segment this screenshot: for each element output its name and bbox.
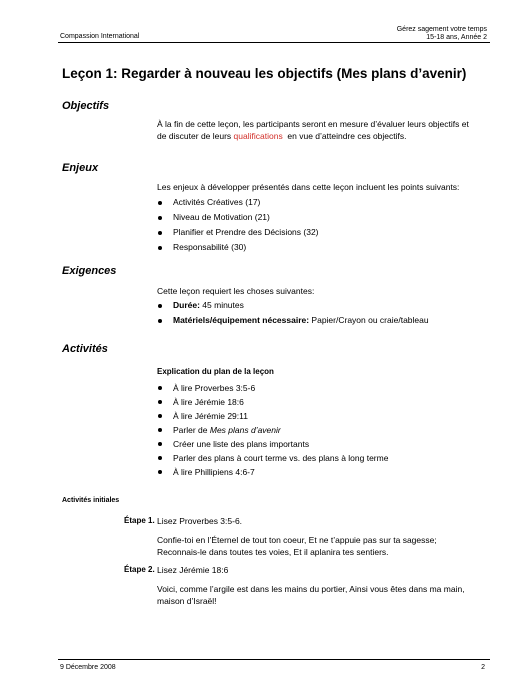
list-item <box>157 465 388 479</box>
list-item <box>157 240 319 255</box>
list-item-text: Parler de <box>173 425 210 435</box>
bullet-icon <box>158 442 162 446</box>
header-rule <box>58 42 490 43</box>
bullet-icon <box>158 428 162 432</box>
step-1-body-line-2: Reconnais-le dans toutes tes voies, Et il aplanira tes sentiers. <box>157 547 389 557</box>
step-2-body <box>157 583 487 607</box>
materiel-value: Papier/Crayon ou craie/tableau <box>309 315 429 325</box>
plan-list <box>157 381 388 479</box>
enjeux-intro: Les enjeux à développer présentés dans cette leçon incluent les points suivants: <box>157 182 460 192</box>
header-course-level: 15-18 ans, Année 2 <box>426 34 487 41</box>
list-item-text: À lire Proverbes 3:5-6 <box>173 383 256 393</box>
exigences-list <box>157 298 429 328</box>
list-item <box>157 195 319 210</box>
bullet-icon <box>158 246 162 250</box>
page-number: 2 <box>481 664 485 671</box>
section-heading-enjeux: Enjeux <box>62 162 99 174</box>
bullet-icon <box>158 400 162 404</box>
bullet-icon <box>158 456 162 460</box>
step-1-body-line-1: Confie-toi en l’Éternel de tout ton coeur, Et ne t’appuie pas sur ta sagesse; <box>157 535 437 545</box>
section-heading-objectifs: Objectifs <box>62 100 110 112</box>
list-item-text: À lire Jérémie 18:6 <box>173 397 244 407</box>
list-item <box>157 381 388 395</box>
list-item <box>157 409 388 423</box>
step-1-title: Lisez Proverbes 3:5-6. <box>157 516 243 526</box>
step-1-label: Étape 1. <box>124 516 155 525</box>
list-item-italic: Mes plans d’avenir <box>209 425 281 435</box>
list-item <box>157 210 319 225</box>
objectifs-line-2 <box>157 130 487 142</box>
list-item <box>157 437 388 451</box>
list-item-text: Activités Créatives (17) <box>173 197 261 207</box>
list-item <box>157 451 388 465</box>
step-2-body-line-2: maison d’Israël! <box>157 596 217 606</box>
qualifications-link[interactable]: qualifications <box>233 131 283 141</box>
bullet-icon <box>158 386 162 390</box>
bullet-icon <box>158 414 162 418</box>
bullet-icon <box>158 470 162 474</box>
footer-date: 9 Décembre 2008 <box>60 664 116 671</box>
list-item-text: Responsabilité (30) <box>173 242 247 252</box>
enjeux-list <box>157 195 319 255</box>
bullet-icon <box>158 216 162 220</box>
header-course-title: Gérez sagement votre temps <box>396 26 487 33</box>
plan-title: Explication du plan de la leçon <box>157 367 274 376</box>
list-item-text: Parler des plans à court terme vs. des plans à long terme <box>173 453 389 463</box>
section-heading-activites: Activités <box>62 343 108 355</box>
list-item <box>157 313 429 328</box>
section-heading-exigences: Exigences <box>62 265 117 277</box>
step-2-title: Lisez Jérémie 18:6 <box>157 565 229 575</box>
list-item-text: Niveau de Motivation (21) <box>173 212 270 222</box>
initiales-heading: Activités initiales <box>62 497 120 504</box>
objectifs-line-2-end: en vue d’atteindre ces objectifs. <box>282 131 407 141</box>
objectifs-text <box>157 118 487 142</box>
bullet-icon <box>158 201 162 205</box>
bullet-icon <box>158 231 162 235</box>
list-item-text: Planifier et Prendre des Décisions (32) <box>173 227 319 237</box>
bullet-icon <box>158 319 162 323</box>
list-item-text: Créer une liste des plans importants <box>173 439 310 449</box>
list-item <box>157 225 319 240</box>
step-2-label: Étape 2. <box>124 565 155 574</box>
objectifs-line-2-start: de discuter de leurs <box>157 131 234 141</box>
footer-rule <box>58 659 490 660</box>
list-item <box>157 298 429 313</box>
duree-label: Durée: <box>173 300 200 310</box>
list-item-text: À lire Phillipiens 4:6-7 <box>173 467 255 477</box>
bullet-icon <box>158 304 162 308</box>
materiel-label: Matériels/équipement nécessaire: <box>173 315 310 325</box>
header-org: Compassion International <box>60 33 140 40</box>
list-item <box>157 423 388 437</box>
objectifs-line-1: À la fin de cette leçon, les participants seront en mesure d’évaluer leurs objectifs et <box>157 119 469 129</box>
list-item <box>157 395 388 409</box>
duree-value: 45 minutes <box>199 300 244 310</box>
step-2-body-line-1: Voici, comme l’argile est dans les mains du portier, Ainsi vous êtes dans ma main, <box>157 584 465 594</box>
exigences-intro: Cette leçon requiert les choses suivantes: <box>157 286 315 296</box>
lesson-title: Leçon 1: Regarder à nouveau les objectifs (Mes plans d’avenir) <box>62 66 467 81</box>
list-item-text: À lire Jérémie 29:11 <box>173 411 248 421</box>
step-1-body <box>157 534 487 558</box>
